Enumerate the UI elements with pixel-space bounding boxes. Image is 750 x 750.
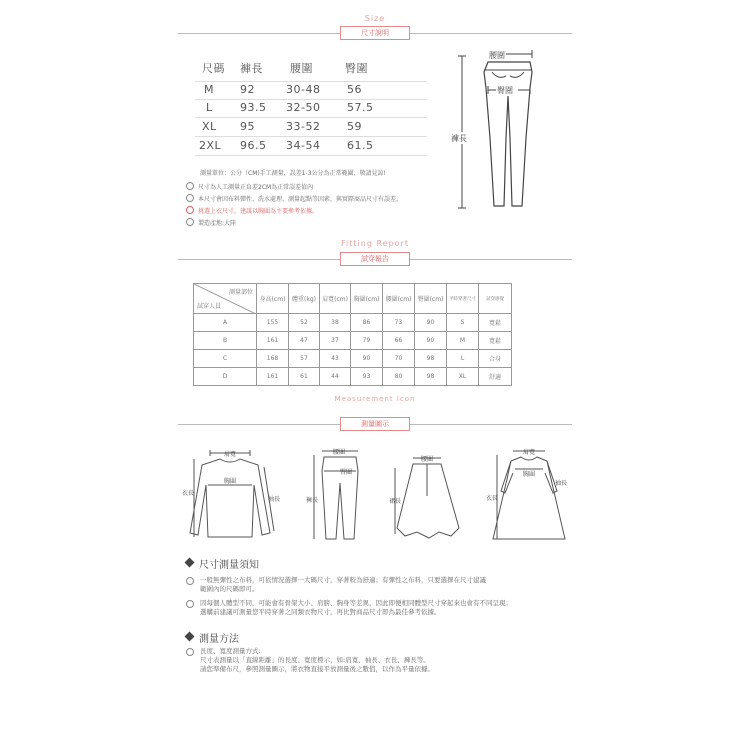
corner-bottom-label: 試穿人員	[197, 303, 222, 310]
size-note-1-line-2: 範圍內的尺碼即可。	[200, 585, 259, 593]
fitting-corner-cell	[194, 284, 257, 314]
fitting-cell: 61	[289, 368, 320, 386]
fitting-cell: M	[447, 332, 479, 350]
size-note-2-line-2: 選購前建議可測量您平時穿著之同類衣物尺寸，再比對商品尺寸即為最佳參考依據。	[200, 608, 441, 616]
size-cell: XL	[202, 120, 217, 133]
size-cell: 96.5	[240, 139, 267, 152]
pants-measure-icon	[300, 445, 370, 545]
size-cell: 95	[240, 120, 255, 133]
fitting-row-a	[194, 314, 512, 332]
fitting-cell: 168	[257, 350, 289, 368]
pants-hip-label: 臀圍	[340, 469, 353, 476]
size-cell: 61.5	[347, 139, 374, 152]
fitting-cell: 66	[383, 332, 415, 350]
size-bullet-2: 本尺寸會因布料彈性、洗水處理、測量起點等因素，與實際商品尺寸有誤差。	[198, 196, 403, 203]
fitting-cell: 寬鬆	[479, 332, 512, 350]
size-cell: 34-54	[286, 139, 321, 152]
fitting-cell: S	[447, 314, 479, 332]
fitting-cell: L	[447, 350, 479, 368]
fitting-cell: 80	[383, 368, 415, 386]
dress-length-label: 衣長	[486, 495, 499, 502]
top-measure-icon	[180, 445, 280, 545]
dress-shoulder-label: 肩寬	[523, 449, 536, 456]
bullet-circle-icon	[186, 600, 194, 608]
top-sleeve-label: 袖長	[268, 496, 280, 503]
size-cell: 2XL	[199, 139, 222, 152]
bullet-circle-icon	[186, 648, 194, 656]
size-section-en-title: Size	[364, 14, 386, 23]
fitting-row-c	[194, 350, 512, 368]
measure-section-en-title: Measurement Icon	[334, 395, 416, 403]
size-cell: 32-50	[286, 101, 321, 114]
fitting-cell: 98	[415, 350, 447, 368]
bullet-circle-red-icon	[186, 206, 194, 214]
fitting-cell: D	[194, 368, 257, 386]
fitting-cell: C	[194, 350, 257, 368]
fitting-header-cell: 胸圍(cm)	[351, 284, 383, 314]
fitting-cell: 舒適	[479, 368, 512, 386]
method-line-3: 請您準備布尺，參照測量圖示，將衣物直接平放測量後之數值，以作為平量依據。	[200, 665, 434, 673]
fitting-cell: 70	[383, 350, 415, 368]
size-cell: 56	[347, 83, 362, 96]
fitting-cell: 90	[415, 332, 447, 350]
fitting-header-cell: 試穿感覺	[479, 284, 512, 314]
top-shoulder-label: 肩寬	[224, 451, 237, 458]
fitting-cell: 寬鬆	[479, 314, 512, 332]
fitting-cell: 86	[351, 314, 383, 332]
pants-diagram-length-label: 褲長	[451, 134, 467, 143]
bullet-circle-icon	[186, 577, 194, 585]
fitting-cell: 161	[257, 332, 289, 350]
fitting-cell: 43	[320, 350, 351, 368]
size-note-1-line-1: 一般無彈性之布料，可依情況選擇一大碼尺寸，穿著較為舒適；有彈性之布料，只要選擇在尺寸建議	[200, 576, 486, 584]
fitting-cell: 37	[320, 332, 351, 350]
size-header-size: 尺碼	[202, 62, 225, 75]
size-note-2-line-1: 因每個人體型不同，可能會有骨架大小、肩膀、胸身等差異，因此即便相同體型尺寸穿起來也會有不同呈現；	[200, 599, 512, 607]
size-cell: M	[204, 83, 214, 96]
size-cell: 30-48	[286, 83, 321, 96]
size-bullet-3: 挑選上衣尺寸，建議以胸圍為主要參考依據。	[198, 208, 319, 215]
size-header-length: 褲長	[240, 62, 263, 75]
fitting-table	[193, 283, 512, 386]
method-title: 測量方法	[199, 634, 239, 645]
fitting-cell: 93	[351, 368, 383, 386]
fitting-header-cell: 平時穿著尺寸	[447, 284, 479, 314]
pants-diagram-hip-label: 臀圍	[497, 86, 513, 95]
size-cell: 59	[347, 120, 362, 133]
size-cell: 57.5	[347, 101, 374, 114]
unit-note: 測量單位：公分（CM)手工測量，誤差1-3公分為正常範圍，敬請見諒!	[200, 170, 386, 177]
skirt-measure-icon	[385, 450, 465, 545]
fitting-cell: 161	[257, 368, 289, 386]
size-table-rule	[195, 117, 427, 118]
top-chest-label: 胸圍	[224, 478, 237, 485]
fitting-header-cell: 肩寬(cm)	[320, 284, 351, 314]
fitting-cell: 90	[415, 314, 447, 332]
bullet-circle-icon	[186, 218, 194, 226]
fitting-header-cell: 體重(kg)	[289, 284, 320, 314]
dress-chest-label: 胸圍	[523, 471, 536, 478]
corner-top-label: 測量部位	[228, 289, 253, 296]
dress-measure-icon	[485, 445, 575, 545]
fitting-cell: 155	[257, 314, 289, 332]
size-table-rule	[195, 136, 427, 137]
size-note-title: 尺寸測量須知	[199, 560, 259, 571]
size-cell: L	[206, 101, 213, 114]
size-bullet-1: 尺寸為人工測量正負差2CM為正常誤差值內	[198, 184, 314, 191]
pants-size-diagram	[448, 48, 558, 213]
fitting-row-d	[194, 368, 512, 386]
bullet-circle-icon	[186, 194, 194, 202]
size-cell: 33-52	[286, 120, 321, 133]
skirt-waist-label: 腰圍	[421, 456, 434, 463]
fitting-cell: XL	[447, 368, 479, 386]
fitting-section-title: 試穿報告	[340, 252, 410, 266]
dress-sleeve-label: 袖長	[555, 480, 568, 487]
fitting-cell: 47	[289, 332, 320, 350]
fitting-section-en-title: Fitting Report	[341, 239, 409, 248]
size-cell: 92	[240, 83, 255, 96]
pants-waist-label: 腰圍	[333, 449, 346, 456]
fitting-cell: 44	[320, 368, 351, 386]
fitting-header-row	[194, 284, 512, 314]
top-length-label: 衣長	[182, 490, 195, 497]
size-bullet-4: 製造產地:大陸	[198, 220, 237, 227]
fitting-cell: 98	[415, 368, 447, 386]
fitting-header-cell: 身高(cm)	[257, 284, 289, 314]
fitting-cell: 90	[351, 350, 383, 368]
fitting-cell: B	[194, 332, 257, 350]
fitting-row-b	[194, 332, 512, 350]
size-section-title: 尺寸說明	[340, 26, 410, 40]
fitting-cell: 合身	[479, 350, 512, 368]
method-line-1: 長度、寬度測量方式:	[200, 647, 261, 655]
pants-diagram-waist-label: 腰圍	[489, 51, 505, 60]
skirt-length-label: 裙長	[389, 498, 402, 505]
fitting-cell: 57	[289, 350, 320, 368]
method-line-2: 尺寸表測量以「直線距離」的長度、寬度標示，如:肩寬、袖長、衣長、褲長等。	[200, 656, 430, 664]
size-header-hip: 臀圍	[345, 62, 368, 75]
measure-section-title: 測量圖示	[340, 417, 410, 431]
fitting-cell: 73	[383, 314, 415, 332]
fitting-cell: A	[194, 314, 257, 332]
fitting-cell: 79	[351, 332, 383, 350]
pants-length-label: 褲長	[306, 497, 319, 504]
fitting-cell: 52	[289, 314, 320, 332]
fitting-cell: 38	[320, 314, 351, 332]
size-header-waist: 腰圍	[290, 62, 313, 75]
fitting-header-cell: 臀圍(cm)	[415, 284, 447, 314]
fitting-header-cell: 腰圍(cm)	[383, 284, 415, 314]
size-cell: 93.5	[240, 101, 267, 114]
size-table-rule	[195, 155, 427, 156]
bullet-circle-icon	[186, 182, 194, 190]
